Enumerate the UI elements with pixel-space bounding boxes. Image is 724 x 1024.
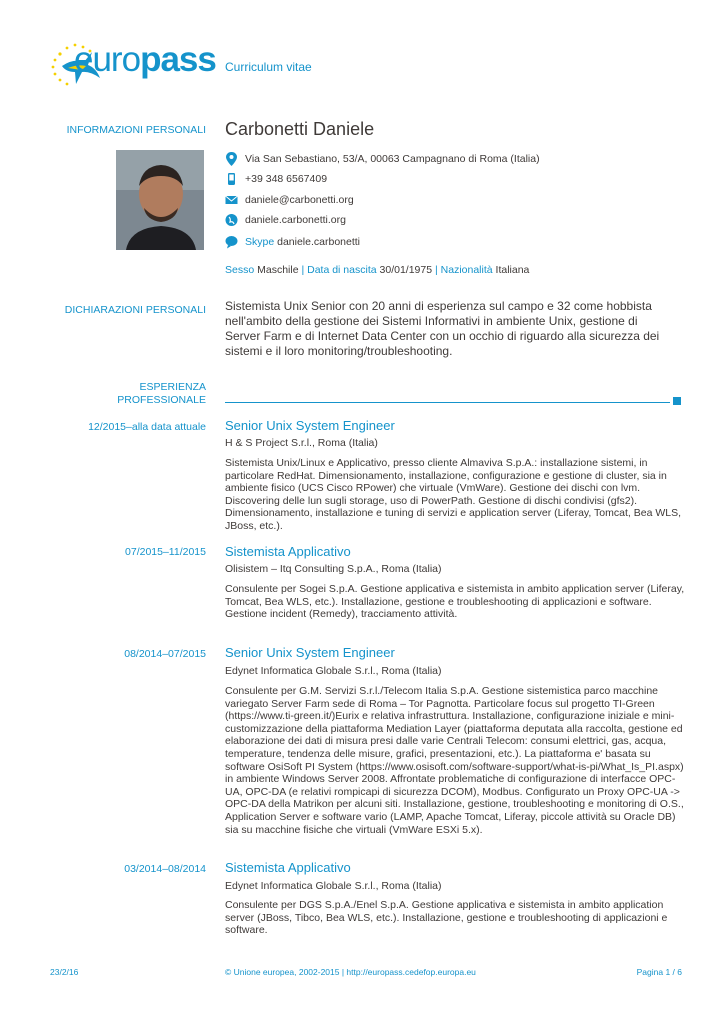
section-label-experience-line1: ESPERIENZA <box>139 381 206 393</box>
europass-wordmark: europass <box>74 40 216 79</box>
job-date: 07/2015–11/2015 <box>125 546 206 558</box>
skype-label: Skype <box>245 236 275 248</box>
email-icon <box>225 193 238 207</box>
footer-copyright[interactable]: © Unione europea, 2002-2015 | http://europass.cedefop.europa.eu <box>225 967 476 977</box>
job-company: Edynet Informatica Globale S.r.l., Roma (Italia) <box>225 665 442 677</box>
job-company: H & S Project S.r.l., Roma (Italia) <box>225 437 378 449</box>
job-description: Consulente per G.M. Servizi S.r.l./Telecom Italia S.p.A. Gestione sistemistica parco macchine variegato Server Farm sede di Roma – Tor Pagnotta. Particolare focus sul progetto TI-Green (https://www.ti-green.it/)Eurix e relativa infrastruttura. Installazione, configurazione iniziale e mini-customizzazione della piattaforma Mediation Layer (piattaforma deputata alla raccolta, gestione ed elaborazione dei dati di misura presi dalle varie Centrali Telecom: consumi elettrici, gas, acqua, temperature, tendenza delle misure, grafici, presentazioni, etc.). La piattaforma e' basata su software OsiSoft PI System (https://www.osisoft.com/software-support/what-is-pi/What_Is_PI.aspx) in ambiente Windows Server 2008. Affrontate problematiche di configurazione di interfacce OPC-UA, OPC-DA (e relativi rompicapi di sicurezza DCOM), Modbus. Configurato un Proxy OPC-UA -> OPC-DA della Matrikon per alcuni siti. Installazione, gestione, troubleshooting e monitoring di O.S., Application Server e software vario (LAMP, Apache Tomcat, Liferay, piccole attività su Oracle DB) sia su macchine fisiche che virtuali (VmWare ESXi 5.x). <box>225 685 684 836</box>
section-divider-marker <box>673 397 681 405</box>
job-description: Sistemista Unix/Linux e Applicativo, presso cliente Almaviva S.p.A.: installazione sistemi, in particolare RedHat. Dimensionamento, installazione, configurazione e gestione di cluster, sia in ambiente fisico (UCS Cisco RPower) che virtuale (VmWare). Gestione dei dischi con lvm. Discovering delle lun sugli storage, uso di PowerPath. Gestione di dischi condivisi (gfs2). Dimensionamento, installazione e tuning di servizi e application server (Liferay, Tomcat, Bea WLS, JBoss, etc.). <box>225 457 681 532</box>
location-icon <box>225 152 238 166</box>
section-label-experience <box>16 381 206 407</box>
section-label-experience-line2: PROFESSIONALE <box>117 394 206 406</box>
phone-text: +39 348 6567409 <box>245 173 328 185</box>
job-date: 12/2015–alla data attuale <box>88 421 206 433</box>
job-title: Sistemista Applicativo <box>225 860 351 875</box>
footer-date: 23/2/16 <box>50 967 79 977</box>
person-name: Carbonetti Daniele <box>225 119 375 139</box>
address-text: Via San Sebastiano, 53/A, 00063 Campagnano di Roma (Italia) <box>245 153 540 165</box>
job-description: Consulente per DGS S.p.A./Enel S.p.A. Gestione applicativa e sistemista in ambito application server (JBoss, Tibco, Bea WLS, etc.). Installazione, gestione e troubleshooting di applicazioni e software. <box>225 899 668 937</box>
email-link[interactable]: daniele@carbonetti.org <box>245 194 354 206</box>
nationality-label: Nazionalità <box>440 264 493 276</box>
birth-label: Data di nascita <box>307 264 377 276</box>
separator: | <box>435 264 438 276</box>
skype-id: daniele.carbonetti <box>277 236 361 248</box>
section-divider <box>225 402 670 403</box>
cv-title: Curriculum vitae <box>225 60 312 74</box>
separator: | <box>301 264 305 276</box>
section-label-statement: DICHIARAZIONI PERSONALI <box>64 304 206 316</box>
sex-value: Maschile <box>257 264 299 276</box>
website-icon <box>225 213 238 227</box>
job-company: Olisistem – Itq Consulting S.p.A., Roma (Italia) <box>225 563 442 575</box>
job-description: Consulente per Sogei S.p.A. Gestione applicativa e sistemista in ambito application server (Liferay, Tomcat, Bea WLS, etc.). Installazione, gestione e troubleshooting di applicazioni e software. Gestione incident (Remedy), tracciamento attività. <box>225 583 685 621</box>
skype-icon <box>225 235 238 249</box>
website-link[interactable]: daniele.carbonetti.org <box>245 214 346 226</box>
footer-page-number: Pagina 1 / 6 <box>636 967 682 977</box>
nationality-value: Italiana <box>495 264 530 276</box>
job-company: Edynet Informatica Globale S.r.l., Roma (Italia) <box>225 880 442 892</box>
job-title: Senior Unix System Engineer <box>225 418 395 433</box>
profile-photo <box>116 150 204 250</box>
job-title: Senior Unix System Engineer <box>225 645 395 660</box>
job-date: 03/2014–08/2014 <box>124 863 206 875</box>
europass-logo <box>48 38 218 94</box>
personal-statement: Sistemista Unix Senior con 20 anni di esperienza sul campo e 32 come hobbista nell'ambito della gestione dei Sistemi Informativi in ambiente Unix, gestione di Server Farm e di Internet Data Center con un occhio di riguardo alla sicurezza dei sistemi e il loro monitoring/troubleshooting. <box>225 299 660 358</box>
job-date: 08/2014–07/2015 <box>124 648 206 660</box>
section-label-personal: INFORMAZIONI PERSONALI <box>66 124 206 136</box>
job-title: Sistemista Applicativo <box>225 544 351 559</box>
phone-icon <box>225 172 238 186</box>
birth-value: 30/01/1975 <box>379 264 433 276</box>
sex-label: Sesso <box>225 264 255 276</box>
personal-details-line <box>225 264 529 276</box>
